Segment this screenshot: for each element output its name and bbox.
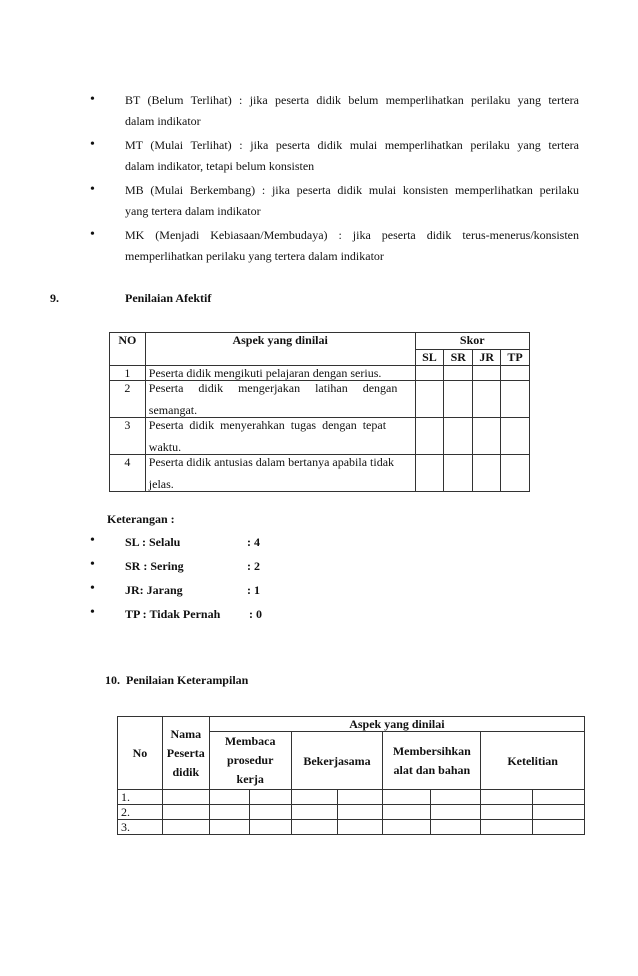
legend-label: JR: Jarang — [125, 583, 183, 597]
row-no: 2. — [118, 805, 163, 820]
score-tp-header: TP — [501, 350, 530, 366]
section9-number: 9. — [50, 291, 59, 305]
col-score-header: Skor — [415, 333, 530, 350]
row-aspect: Peserta didik antusias dalam bertanya apabila tidak jelas. — [145, 455, 415, 492]
aspect-ketelitian: Ketelitian — [481, 732, 585, 790]
bullet: • — [90, 227, 95, 242]
section10-title: 10. Penilaian Keterampilan — [105, 673, 249, 687]
table-row — [118, 820, 585, 835]
row-no: 2 — [110, 381, 146, 418]
col-name-header: Nama Peserta didik — [162, 717, 209, 790]
row-no: 3 — [110, 418, 146, 455]
criteria-mk-line2: memperlihatkan perilaku yang tertera dalam indikator — [125, 249, 384, 263]
row-no: 1 — [110, 366, 146, 381]
criteria-bt-line1: BT (Belum Terlihat) : jika peserta didik belum memperlihatkan perilaku yang tertera — [125, 93, 579, 107]
criteria-mb-line1: MB (Mulai Berkembang) : jika peserta didik mulai konsisten memperlihatkan perilaku — [125, 183, 579, 197]
score-jr-header: JR — [473, 350, 501, 366]
table-row — [110, 455, 530, 492]
col-aspect-header: Aspek yang dinilai — [145, 333, 415, 366]
criteria-mt-line2: dalam indikator, tetapi belum konsisten — [125, 159, 315, 173]
legend-value: : 4 — [247, 535, 260, 549]
bullet: • — [90, 137, 95, 152]
row-aspect: Peserta didik mengerjakan latihan dengan semangat. — [145, 381, 415, 418]
col-aspect-header: Aspek yang dinilai — [209, 717, 584, 732]
legend-label: SL : Selalu — [125, 535, 181, 549]
table-row — [118, 790, 585, 805]
criteria-mk-line1: MK (Menjadi Kebiasaan/Membudaya) : jika peserta didik terus-menerus/konsisten — [125, 228, 579, 242]
bullet: • — [90, 533, 95, 548]
table-row — [118, 805, 585, 820]
legend-label: TP : Tidak Pernah — [125, 607, 221, 621]
aspect-membersihkan: Membersihkan alat dan bahan — [383, 732, 481, 790]
row-no: 4 — [110, 455, 146, 492]
col-no-header: No — [118, 717, 163, 790]
aspect-membaca: Membaca prosedur kerja — [209, 732, 291, 790]
table-row — [110, 366, 530, 381]
row-no: 1. — [118, 790, 163, 805]
row-aspect: Peserta didik mengikuti pelajaran dengan serius. — [145, 366, 415, 381]
section9-title: Penilaian Afektif — [125, 291, 212, 305]
row-aspect: Peserta didik menyerahkan tugas dengan tepat waktu. — [145, 418, 415, 455]
legend-label: SR : Sering — [125, 559, 184, 573]
skills-table — [117, 716, 585, 835]
legend-value: : 0 — [249, 607, 262, 621]
table-row — [110, 381, 530, 418]
bullet: • — [90, 92, 95, 107]
criteria-mb-line2: yang tertera dalam indikator — [125, 204, 261, 218]
affective-table — [109, 332, 530, 492]
bullet: • — [90, 581, 95, 596]
bullet: • — [90, 605, 95, 620]
row-no: 3. — [118, 820, 163, 835]
score-sl-header: SL — [415, 350, 444, 366]
col-no-header: NO — [110, 333, 146, 366]
legend-title: Keterangan : — [107, 512, 175, 526]
legend-value: : 2 — [247, 559, 260, 573]
aspect-bekerjasama: Bekerjasama — [291, 732, 383, 790]
bullet: • — [90, 557, 95, 572]
score-sr-header: SR — [444, 350, 473, 366]
criteria-bt-line2: dalam indikator — [125, 114, 201, 128]
bullet: • — [90, 182, 95, 197]
legend-value: : 1 — [247, 583, 260, 597]
table-row — [110, 418, 530, 455]
criteria-mt-line1: MT (Mulai Terlihat) : jika peserta didik mulai memperlihatkan perilaku yang tertera — [125, 138, 579, 152]
